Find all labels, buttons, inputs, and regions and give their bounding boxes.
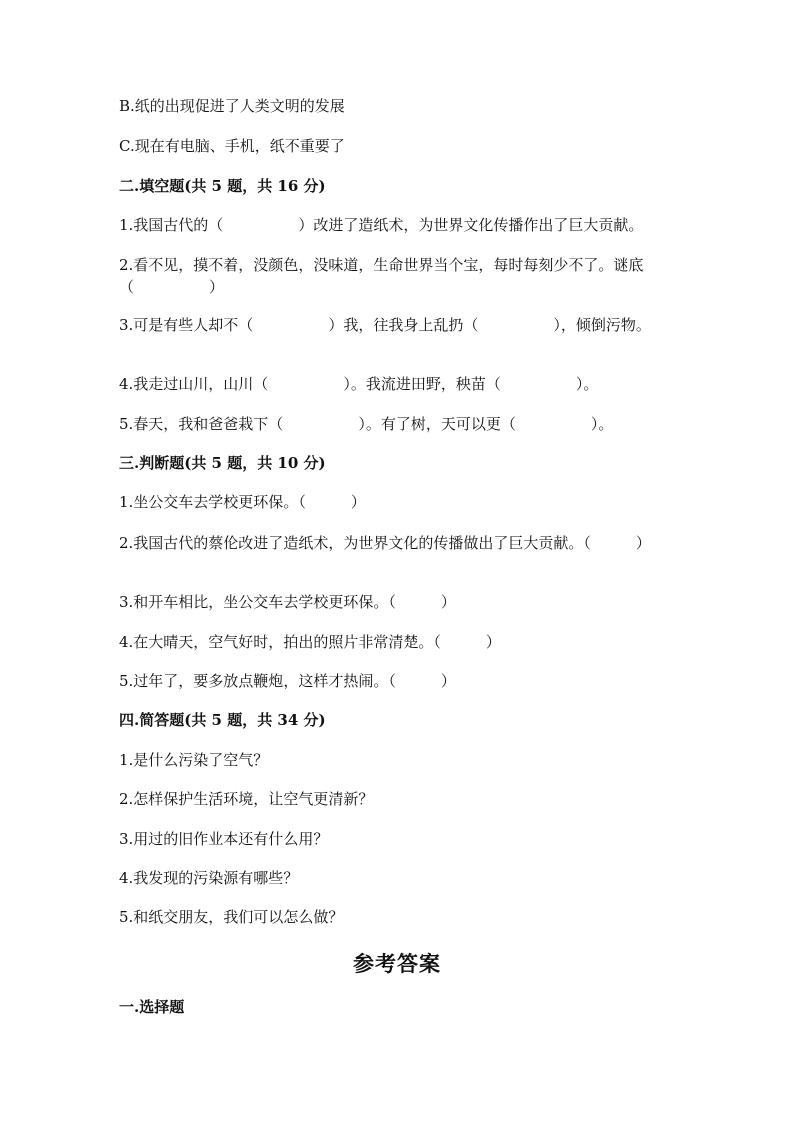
short-question-3: 3.用过的旧作业本还有什么用？ <box>119 830 329 848</box>
judge-question-1: 1.坐公交车去学校更环保。（ ） <box>119 493 366 511</box>
answers-choice-heading: 一.选择题 <box>119 998 185 1016</box>
judge-section-heading: 三.判断题(共 5 题，共 10 分) <box>119 454 326 472</box>
fill-question-4: 4.我走过山川，山川（ ）。我流进田野，秧苗（ ）。 <box>119 375 599 393</box>
short-question-4: 4.我发现的污染源有哪些？ <box>119 869 299 887</box>
fill-section-heading: 二.填空题(共 5 题，共 16 分) <box>119 177 326 195</box>
option-c: C.现在有电脑、手机，纸不重要了 <box>119 137 345 155</box>
judge-question-2: 2.我国古代的蔡伦改进了造纸术，为世界文化的传播做出了巨大贡献。（ ） <box>119 534 651 552</box>
answers-title: 参考答案 <box>353 951 441 976</box>
fill-question-5: 5.春天，我和爸爸栽下（ ）。有了树，天可以更（ ）。 <box>119 415 614 433</box>
judge-question-5: 5.过年了，要多放点鞭炮，这样才热闹。（ ） <box>119 672 456 690</box>
judge-question-3: 3.和开车相比，坐公交车去学校更环保。（ ） <box>119 593 456 611</box>
fill-question-2: 2.看不见，摸不着，没颜色，没味道，生命世界当个宝，每时每刻少不了。谜底（ ） <box>119 256 644 296</box>
short-question-2: 2.怎样保护生活环境，让空气更清新？ <box>119 790 374 808</box>
fill-question-3: 3.可是有些人却不（ ）我，往我身上乱扔（ ），倾倒污物。 <box>119 316 651 334</box>
short-section-heading: 四.简答题(共 5 题，共 34 分) <box>119 711 326 729</box>
short-question-1: 1.是什么污染了空气？ <box>119 751 269 769</box>
short-question-5: 5.和纸交朋友，我们可以怎么做？ <box>119 908 344 926</box>
option-b: B.纸的出现促进了人类文明的发展 <box>119 97 345 115</box>
fill-question-1: 1.我国古代的（ ）改进了造纸术，为世界文化传播作出了巨大贡献。 <box>119 216 644 234</box>
judge-question-4: 4.在大晴天，空气好时，拍出的照片非常清楚。（ ） <box>119 633 501 651</box>
